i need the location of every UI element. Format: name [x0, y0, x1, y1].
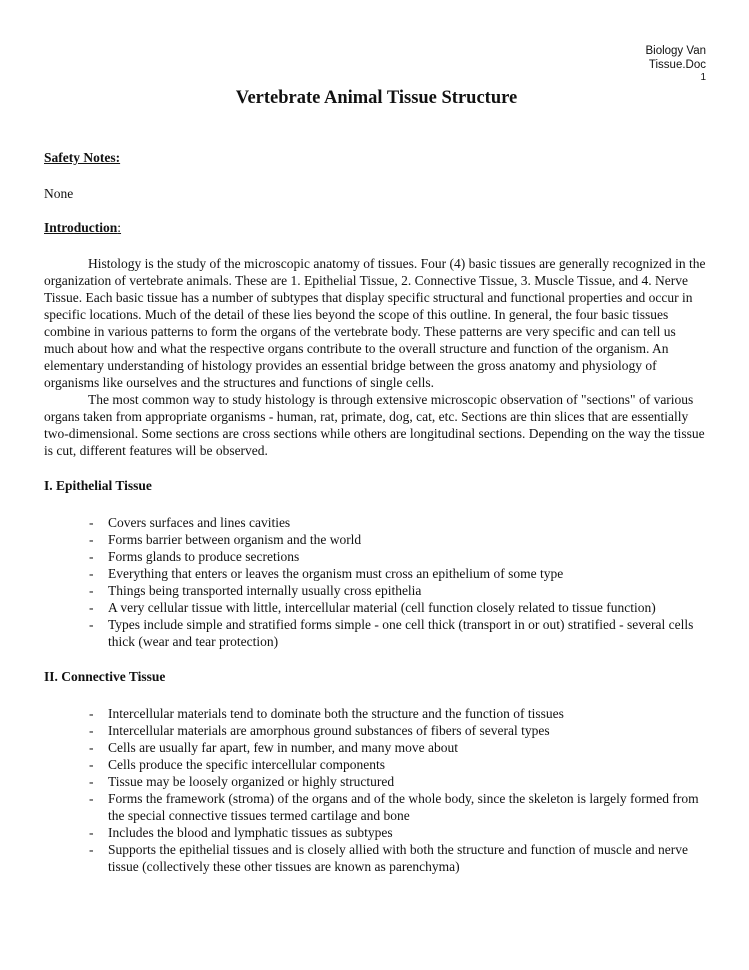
list-item: - Forms barrier between organism and the world	[108, 531, 709, 548]
epithelial-heading: I. Epithelial Tissue	[44, 478, 152, 493]
document-title: Vertebrate Animal Tissue Structure	[235, 88, 518, 108]
list-item: - Things being transported internally usually cross epithelia	[108, 582, 709, 599]
header-course: Biology Van	[645, 45, 706, 57]
list-item: - Tissue may be loosely organized or highly structured	[108, 773, 709, 790]
safety-notes-heading: Safety Notes:	[44, 150, 121, 165]
list-item: - Intercellular materials are amorphous ground substances of fibers of several types	[108, 722, 709, 739]
list-item: - Supports the epithelial tissues and is closely allied with both the structure and function of muscle and nerve tissue (collectively these other tissues are known as parenchyma)	[108, 841, 709, 875]
list-item: - Forms the framework (stroma) of the organs and of the whole body, since the skeleton is largely formed from the special connective tissues termed cartilage and bone	[108, 790, 709, 824]
list-item: - Covers surfaces and lines cavities	[108, 514, 709, 531]
header-filename: Tissue.Doc	[648, 59, 706, 71]
list-item: - A very cellular tissue with little, intercellular material (cell function closely related to tissue function)	[108, 599, 709, 616]
intro-paragraph-2: The most common way to study histology is through extensive microscopic observation of "sections" of various organs taken from appropriate organisms - human, rat, primate, dog, cat, etc. Sections are thin slices that are essentially two-dimensional. Some sections are cross sections while others are longitudinal sections. Depending on the way the tissue is cut, different features will be observed.	[44, 392, 705, 458]
connective-list	[44, 705, 709, 875]
list-item: - Includes the blood and lymphatic tissues as subtypes	[108, 824, 709, 841]
introduction-heading	[44, 219, 709, 236]
list-item: - Cells are usually far apart, few in number, and many move about	[108, 739, 709, 756]
epithelial-list	[44, 514, 709, 650]
intro-paragraph-1: Histology is the study of the microscopic anatomy of tissues. Four (4) basic tissues are generally recognized in the organization of vertebrate animals. These are 1. Epithelial Tissue, 2. Connective Tissue, 3. Muscle Tissue, and 4. Nerve Tissue. Each basic tissue has a number of subtypes that display specific structural and functional properties and occur in specific locations. Much of the detail of these lies beyond the scope of this outline. In general, the four basic tissues combine in various patterns to form the organs of the vertebrate body. These patterns are very specific and can tell us much about how and what the respective organs contribute to the overall structure and function of the organism. An elementary understanding of histology provides an essential bridge between the gross anatomy and physiology of organisms like ourselves and the structures and functions of single cells.	[44, 256, 706, 390]
page-number: 1	[700, 72, 706, 83]
introduction-label: Introduction	[44, 220, 118, 235]
safety-notes-text: None	[44, 186, 74, 201]
list-item: - Types include simple and stratified forms simple - one cell thick (transport in or out) stratified - several cells thick (wear and tear protection)	[108, 616, 709, 650]
introduction-colon: :	[117, 220, 122, 235]
list-item: - Everything that enters or leaves the organism must cross an epithelium of some type	[108, 565, 709, 582]
connective-heading: II. Connective Tissue	[44, 669, 166, 684]
list-item: - Forms glands to produce secretions	[108, 548, 709, 565]
list-item: - Cells produce the specific intercellular components	[108, 756, 709, 773]
list-item: - Intercellular materials tend to dominate both the structure and the function of tissues	[108, 705, 709, 722]
document-header	[645, 44, 706, 84]
document-body	[44, 86, 709, 875]
